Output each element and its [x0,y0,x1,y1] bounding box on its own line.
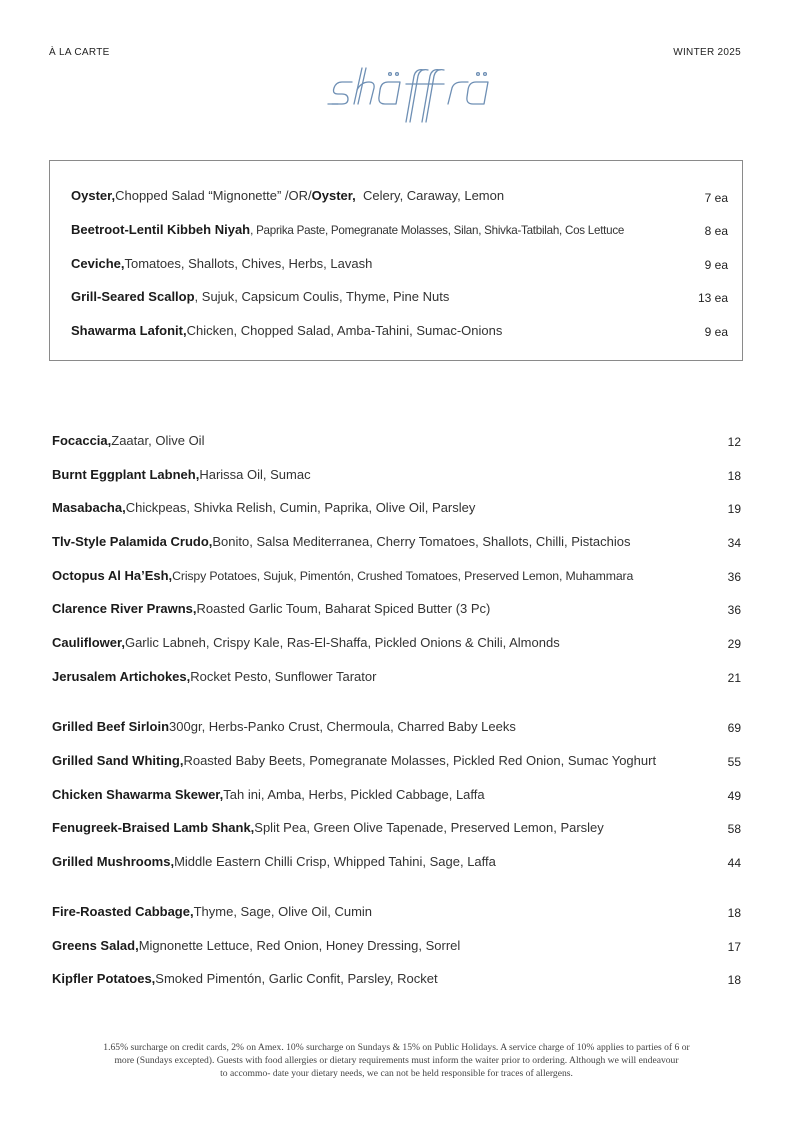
item-description: Garlic Labneh, Crispy Kale, Ras-El-Shaffa, Pickled Onions & Chili, Almonds [124,635,560,650]
item-price: 55 [727,755,741,769]
item-description: Chopped Salad “Mignonette” /OR/ [115,188,312,203]
item-price: 34 [727,536,741,550]
item-price: 36 [727,603,741,617]
item-description: Tah ini, Amba, Herbs, Pickled Cabbage, Laffa [223,787,485,802]
item-price: 49 [727,789,741,803]
item-price: 9 ea [704,325,728,339]
featured-items-box [49,160,743,361]
item-name: Grilled Mushrooms, [52,854,175,869]
item-name: Oyster, [311,188,356,203]
item-description: Split Pea, Green Olive Tapenade, Preserved Lemon, Parsley [254,820,604,835]
menu-item [71,188,504,203]
surcharge-notice [50,1041,743,1080]
item-name: Shawarma Lafonit, [71,323,187,338]
item-price: 58 [727,822,741,836]
item-name: Grilled Sand Whiting, [52,753,184,768]
item-price: 69 [727,721,741,735]
item-name: Grill-Seared Scallop [71,289,195,304]
item-price: 18 [727,973,741,987]
menu-item [52,601,490,616]
menu-item [71,323,502,338]
item-name: Octopus Al Ha’Esh, [52,568,173,583]
item-name: Fire-Roasted Cabbage, [52,904,194,919]
item-name: Oyster, [71,188,116,203]
item-price: 29 [727,637,741,651]
item-price: 21 [727,671,741,685]
menu-item [52,433,204,448]
item-description: Harissa Oil, Sumac [199,467,311,482]
menu-item [52,568,633,583]
item-price: 13 ea [697,291,728,305]
menu-item [52,787,485,802]
item-description: Bonito, Salsa Mediterranea, Cherry Tomatoes, Shallots, Chilli, Pistachios [212,534,631,549]
item-price: 8 ea [704,224,728,238]
menu-item [71,222,624,237]
item-description: Zaatar, Olive Oil [111,433,205,448]
notice-line: to accommo- date your dietary needs, we can not be held responsible for traces of allergens. [220,1068,573,1079]
item-name: Fenugreek-Braised Lamb Shank, [52,820,255,835]
menu-item [52,753,656,768]
item-description: Tomatoes, Shallots, Chives, Herbs, Lavash [124,256,373,271]
shaffa-logo [326,62,492,126]
item-description: Roasted Garlic Toum, Baharat Spiced Butter (3 Pc) [196,601,491,616]
menu-item [52,854,496,869]
item-name: Ceviche, [71,256,125,271]
item-price: 19 [727,502,741,516]
item-description: Crispy Potatoes, Sujuk, Pimentón, Crushed Tomatoes, Preserved Lemon, Muhammara [172,569,634,583]
item-description: Mignonette Lettuce, Red Onion, Honey Dressing, Sorrel [138,938,461,953]
item-description: Smoked Pimentón, Garlic Confit, Parsley, Rocket [155,971,438,986]
item-price: 7 ea [704,191,728,205]
item-name: Masabacha, [52,500,126,515]
item-name: Greens Salad, [52,938,139,953]
item-price: 18 [727,906,741,920]
item-name: Kipfler Potatoes, [52,971,156,986]
item-price: 18 [727,469,741,483]
menu-item [52,500,475,515]
season-label: WINTER 2025 [673,47,741,58]
item-description: Thyme, Sage, Olive Oil, Cumin [193,904,373,919]
item-name: Beetroot-Lentil Kibbeh Niyah [71,222,251,237]
menu-item [52,971,438,986]
item-name: Burnt Eggplant Labneh, [52,467,200,482]
item-description: Rocket Pesto, Sunflower Tarator [190,669,377,684]
menu-item [71,289,449,304]
item-price: 17 [727,940,741,954]
item-description: , Paprika Paste, Pomegranate Molasses, Silan, Shivka-Tatbilah, Cos Lettuce [250,224,625,237]
notice-line: more (Sundays excepted). Guests with food allergies or dietary requirements must inform the waiter prior to ordering. Although we will endeavour [114,1055,679,1066]
menu-item [71,256,372,271]
menu-item [52,534,631,549]
menu-item [52,669,376,684]
item-description: Chicken, Chopped Salad, Amba-Tahini, Sumac-Onions [186,323,503,338]
item-name: Grilled Beef Sirloin [52,719,170,734]
item-name: Clarence River Prawns, [52,601,197,616]
notice-line: 1.65% surcharge on credit cards, 2% on Amex. 10% surcharge on Sundays & 15% on Public Holidays. A service charge of 10% applies to parties of 6 or [103,1042,690,1053]
item-name: Chicken Shawarma Skewer, [52,787,224,802]
menu-item [52,467,311,482]
item-name: Focaccia, [52,433,112,448]
menu-item [52,719,516,734]
item-price: 9 ea [704,258,728,272]
item-name: Jerusalem Artichokes, [52,669,191,684]
menu-section-label: À LA CARTE [49,47,110,58]
item-name: Tlv-Style Palamida Crudo, [52,534,213,549]
menu-item [52,635,560,650]
item-name: Cauliflower, [52,635,125,650]
menu-item [52,938,460,953]
item-description: Roasted Baby Beets, Pomegranate Molasses, Pickled Red Onion, Sumac Yoghurt [183,753,657,768]
item-description: Celery, Caraway, Lemon [355,188,505,203]
item-price: 44 [727,856,741,870]
item-description: , Sujuk, Capsicum Coulis, Thyme, Pine Nuts [194,289,450,304]
item-description: Middle Eastern Chilli Crisp, Whipped Tahini, Sage, Laffa [174,854,496,869]
menu-item [52,904,372,919]
item-price: 12 [727,435,741,449]
item-price: 36 [727,570,741,584]
item-description: 300gr, Herbs-Panko Crust, Chermoula, Charred Baby Leeks [169,719,516,734]
item-description: Chickpeas, Shivka Relish, Cumin, Paprika, Olive Oil, Parsley [125,500,476,515]
menu-item [52,820,604,835]
